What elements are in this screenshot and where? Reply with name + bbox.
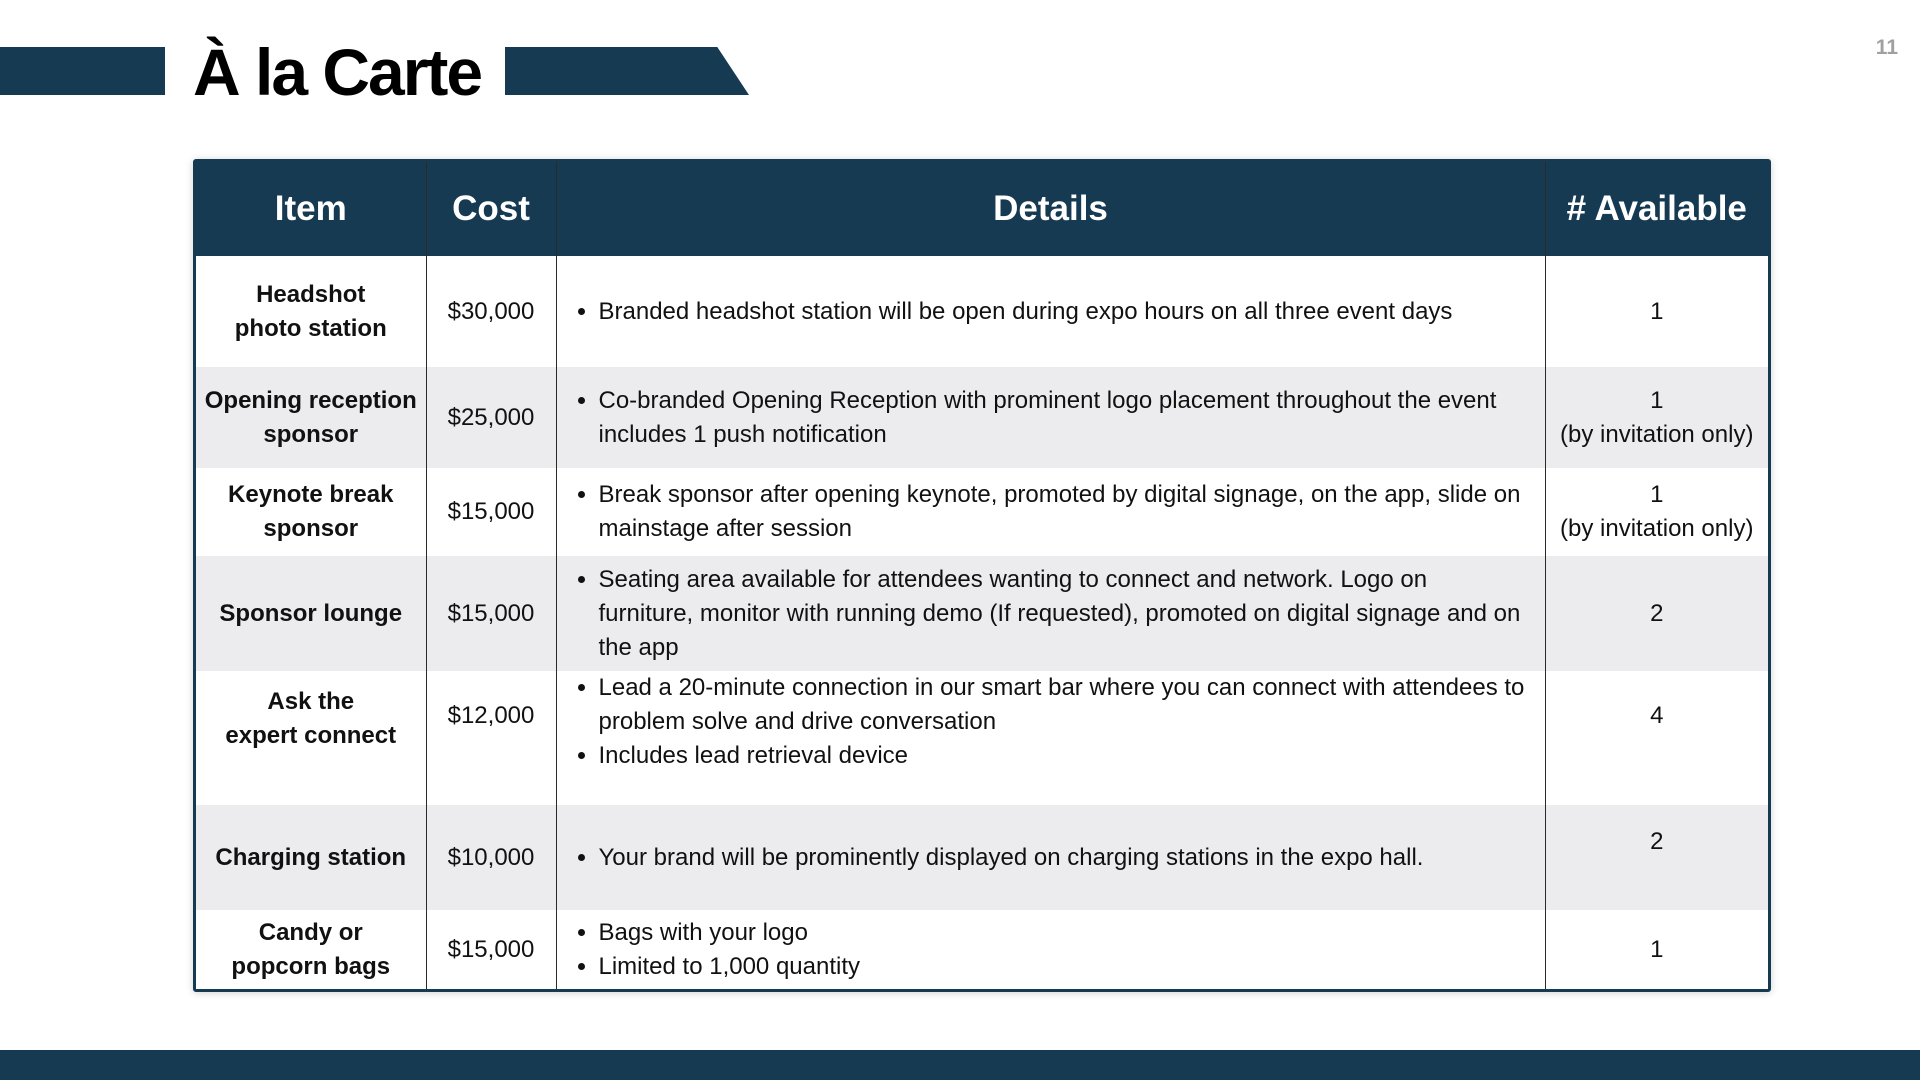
item-cell bbox=[196, 805, 426, 910]
table-row bbox=[196, 556, 1768, 671]
item-cell bbox=[196, 556, 426, 671]
available-count: 1 bbox=[1650, 297, 1664, 325]
details-bullet: • Limited to 1,000 quantity bbox=[599, 950, 1525, 984]
item-name-line1: Charging station bbox=[215, 843, 407, 871]
item-cell bbox=[196, 256, 426, 367]
item-name-line2: sponsor bbox=[263, 515, 359, 542]
cost-cell: $15,000 bbox=[426, 556, 556, 671]
table-row bbox=[196, 805, 1768, 910]
details-list bbox=[571, 671, 1525, 773]
header-item: Item bbox=[196, 162, 426, 256]
cost-cell: $15,000 bbox=[426, 468, 556, 556]
available-cell bbox=[1545, 556, 1768, 671]
item-cell bbox=[196, 367, 426, 468]
details-list bbox=[571, 478, 1525, 546]
details-cell bbox=[556, 805, 1545, 910]
details-bullet: • Branded headshot station will be open during expo hours on all three event days bbox=[599, 295, 1525, 329]
available-cell bbox=[1545, 805, 1768, 910]
item-name-line1: Opening reception bbox=[204, 386, 417, 414]
available-count: 2 bbox=[1650, 599, 1664, 627]
details-cell bbox=[556, 367, 1545, 468]
item-cell bbox=[196, 468, 426, 556]
pricing-table-container bbox=[193, 159, 1771, 992]
page-number: 11 bbox=[1875, 36, 1898, 59]
cost-cell: $25,000 bbox=[426, 367, 556, 468]
page-title: À la Carte bbox=[193, 35, 482, 109]
item-name-line2: expert connect bbox=[225, 722, 397, 749]
table-row bbox=[196, 256, 1768, 367]
table-row bbox=[196, 671, 1768, 805]
details-list bbox=[571, 916, 1525, 984]
item-name-line1: Sponsor lounge bbox=[219, 599, 403, 627]
available-count: 1 bbox=[1650, 386, 1664, 414]
item-name-line1: Headshot bbox=[256, 280, 366, 308]
cost-cell: $10,000 bbox=[426, 805, 556, 910]
cost-cell: $15,000 bbox=[426, 910, 556, 989]
available-count: 2 bbox=[1650, 828, 1664, 855]
details-cell bbox=[556, 671, 1545, 805]
details-list bbox=[571, 563, 1525, 665]
item-name-line2: photo station bbox=[234, 314, 387, 342]
details-bullet: • Bags with your logo bbox=[599, 916, 1525, 950]
available-count: 1 bbox=[1650, 481, 1664, 508]
details-cell bbox=[556, 910, 1545, 989]
a-la-carte-table bbox=[196, 162, 1768, 989]
header-available: # Available bbox=[1545, 162, 1768, 256]
details-cell bbox=[556, 556, 1545, 671]
available-cell bbox=[1545, 671, 1768, 805]
item-name-line2: sponsor bbox=[263, 420, 359, 448]
item-name-line1: Candy or bbox=[258, 918, 363, 946]
details-cell bbox=[556, 468, 1545, 556]
table-row bbox=[196, 367, 1768, 468]
title-accent-bar-right bbox=[505, 47, 749, 95]
details-bullet: • Lead a 20-minute connection in our smart bar where you can connect with attendees to problem solve and drive conversation bbox=[599, 671, 1525, 739]
available-cell bbox=[1545, 256, 1768, 367]
details-bullet: • Co-branded Opening Reception with prominent logo placement throughout the event includes 1 push notification bbox=[599, 384, 1525, 452]
details-cell bbox=[556, 256, 1545, 367]
details-bullet: • Seating area available for attendees wanting to connect and network. Logo on furniture, monitor with running demo (If requested), promoted on digital signage and on the app bbox=[599, 563, 1525, 665]
header-details: Details bbox=[556, 162, 1545, 256]
header-cost: Cost bbox=[426, 162, 556, 256]
item-name-line1: Keynote break bbox=[228, 481, 394, 508]
available-count: 4 bbox=[1650, 702, 1664, 729]
cost-cell: $12,000 bbox=[426, 671, 556, 805]
available-cell bbox=[1545, 910, 1768, 989]
item-cell bbox=[196, 910, 426, 989]
available-count: 1 bbox=[1650, 935, 1664, 963]
title-accent-bar-left bbox=[0, 47, 165, 95]
available-note: (by invitation only) bbox=[1560, 515, 1754, 542]
details-list bbox=[571, 841, 1525, 875]
footer-accent-bar bbox=[0, 1050, 1920, 1080]
available-cell bbox=[1545, 367, 1768, 468]
item-cell bbox=[196, 671, 426, 805]
table-row bbox=[196, 910, 1768, 989]
item-name-line2: popcorn bags bbox=[231, 952, 391, 980]
available-note: (by invitation only) bbox=[1560, 420, 1754, 448]
available-cell bbox=[1545, 468, 1768, 556]
details-bullet: • Break sponsor after opening keynote, promoted by digital signage, on the app, slide on mainstage after session bbox=[599, 478, 1525, 546]
details-bullet: • Includes lead retrieval device bbox=[599, 739, 1525, 773]
table-header-row bbox=[196, 162, 1768, 256]
item-name-line1: Ask the bbox=[267, 688, 355, 715]
table-row bbox=[196, 468, 1768, 556]
details-list bbox=[571, 295, 1525, 329]
details-list bbox=[571, 384, 1525, 452]
details-bullet: • Your brand will be prominently displayed on charging stations in the expo hall. bbox=[599, 841, 1525, 875]
cost-cell: $30,000 bbox=[426, 256, 556, 367]
